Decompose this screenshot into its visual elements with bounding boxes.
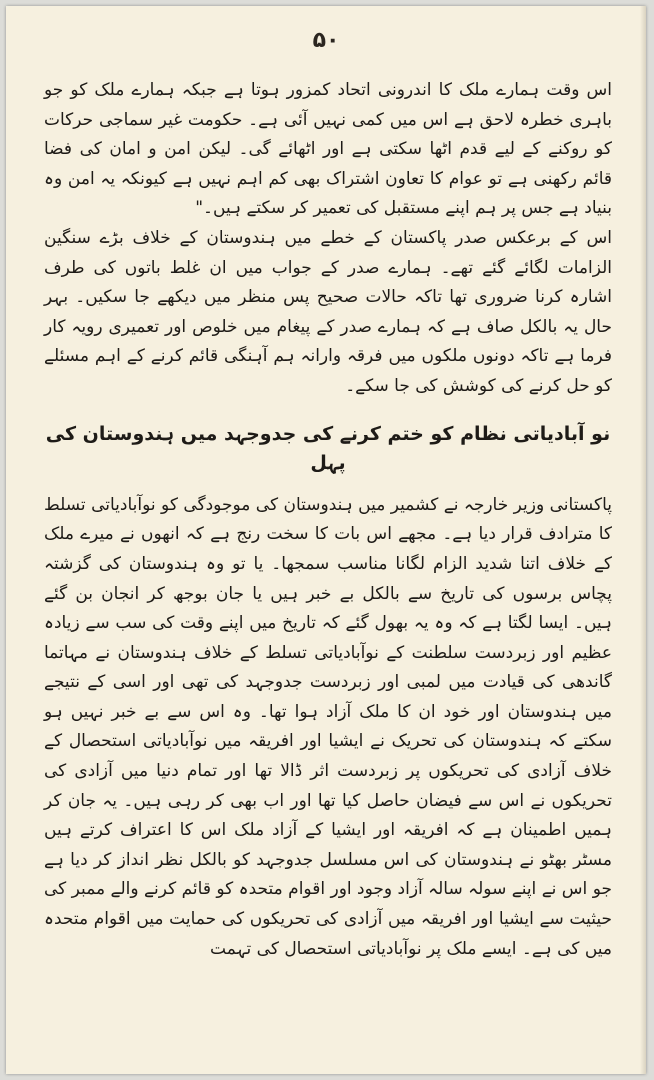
- paragraph-3: پاکستانی وزیر خارجہ نے کشمیر میں ہندوستان کی موجودگی کو نوآبادیاتی تسلط کا مترادف قرار دیا ہے۔ مجھے اس بات کا سخت رنج ہے کہ انھوں نے میرے ملک کے خلاف اتنا شدید الزام لگانا مناسب سمجھا۔ یا تو وہ ہندوستان کی گزشتہ پچاس برسوں کی تاریخ سے بالکل بے خبر ہیں یا جان بوجھ کر انجان بن گئے ہیں۔ ایسا لگتا ہے کہ وہ یہ بھول گئے کہ تاریخ میں اپنے وقت کی سب سے زیادہ عظیم اور زبردست سلطنت کے نوآبادیاتی تسلط کے خلاف ہندوستان نے مہاتما گاندھی کی قیادت میں لمبی اور زبردست جدوجہد کی تھی اور اسی کے نتیجے میں ہندوستان اور خود ان کا ملک آزاد ہوا تھا۔ وہ اس سے بے خبر نہیں ہو سکتے کہ ہندوستان کی تحریک نے ایشیا اور افریقہ میں نوآبادیاتی استحصال کے خلاف آزادی کی تحریکوں پر زبردست اثر ڈالا تھا اور تمام دنیا میں آزادی کی تحریکوں نے اس سے فیضان حاصل کیا تھا اور اب بھی کر رہی ہیں۔ یہ جان کر ہمیں اطمینان ہے کہ افریقہ اور ایشیا کے آزاد ملک اس کا اعتراف کرتے ہیں مسٹر بھٹو نے ہندوستان کی اس مسلسل جدوجہد کو بالکل نظر انداز کر دیا ہے جو اس نے اپنے سولہ سالہ آزاد وجود اور اقوام متحدہ کو قائم کرنے والے ممبر کی حیثیت سے ایشیا اور افریقہ میں آزادی کی تحریکوں کی حمایت میں اقوام متحدہ میں کی ہے۔ ایسے ملک پر نوآبادیاتی استحصال کی تہمت: [44, 494, 612, 959]
- paragraph-1: اس وقت ہمارے ملک کا اندرونی اتحاد کمزور ہوتا ہے جبکہ ہمارے ملک کو جو باہری خطرہ لاحق ہے اس میں کمی نہیں آئی ہے۔ حکومت غیر سماجی حرکات کو روکنے کے لیے قدم اٹھا سکتی ہے اور اٹھائے گی۔ لیکن امن و امان کی فضا قائم رکھنی ہے تو عوام کا تعاون اشتراک بھی کم اہم نہیں ہے کیونکہ یہ امن وہ بنیاد ہے جس پر ہم اپنے مستقبل کی تعمیر کر سکتے ہیں۔": [44, 80, 612, 219]
- section-heading: نو آبادیاتی نظام کو ختم کرنے کی جدوجہد میں ہندوستان کی پہل: [45, 422, 611, 475]
- page-gutter-shadow: [640, 6, 646, 1074]
- book-page: [6, 6, 646, 1074]
- page-body: [44, 76, 612, 964]
- page-number: ۵۰: [312, 28, 340, 53]
- paragraph-2: اس کے برعکس صدر پاکستان کے خطے میں ہندوستان کے خلاف بڑے سنگین الزامات لگائے گئے تھے۔ ہمارے صدر کے جواب میں ان غلط باتوں کی طرف اشارہ کرنا ضروری تھا تاکہ حالات صحیح پس منظر میں دیکھے جا سکیں۔ بہر حال یہ بالکل صاف ہے کہ ہمارے صدر کے پیغام میں خلوص اور تعمیری رویہ کار فرما ہے تاکہ دونوں ملکوں میں فرقہ وارانہ ہم آہنگی قائم کرنے کے اہم مسئلے کو حل کرنے کی کوشش کی جا سکے۔: [44, 227, 612, 396]
